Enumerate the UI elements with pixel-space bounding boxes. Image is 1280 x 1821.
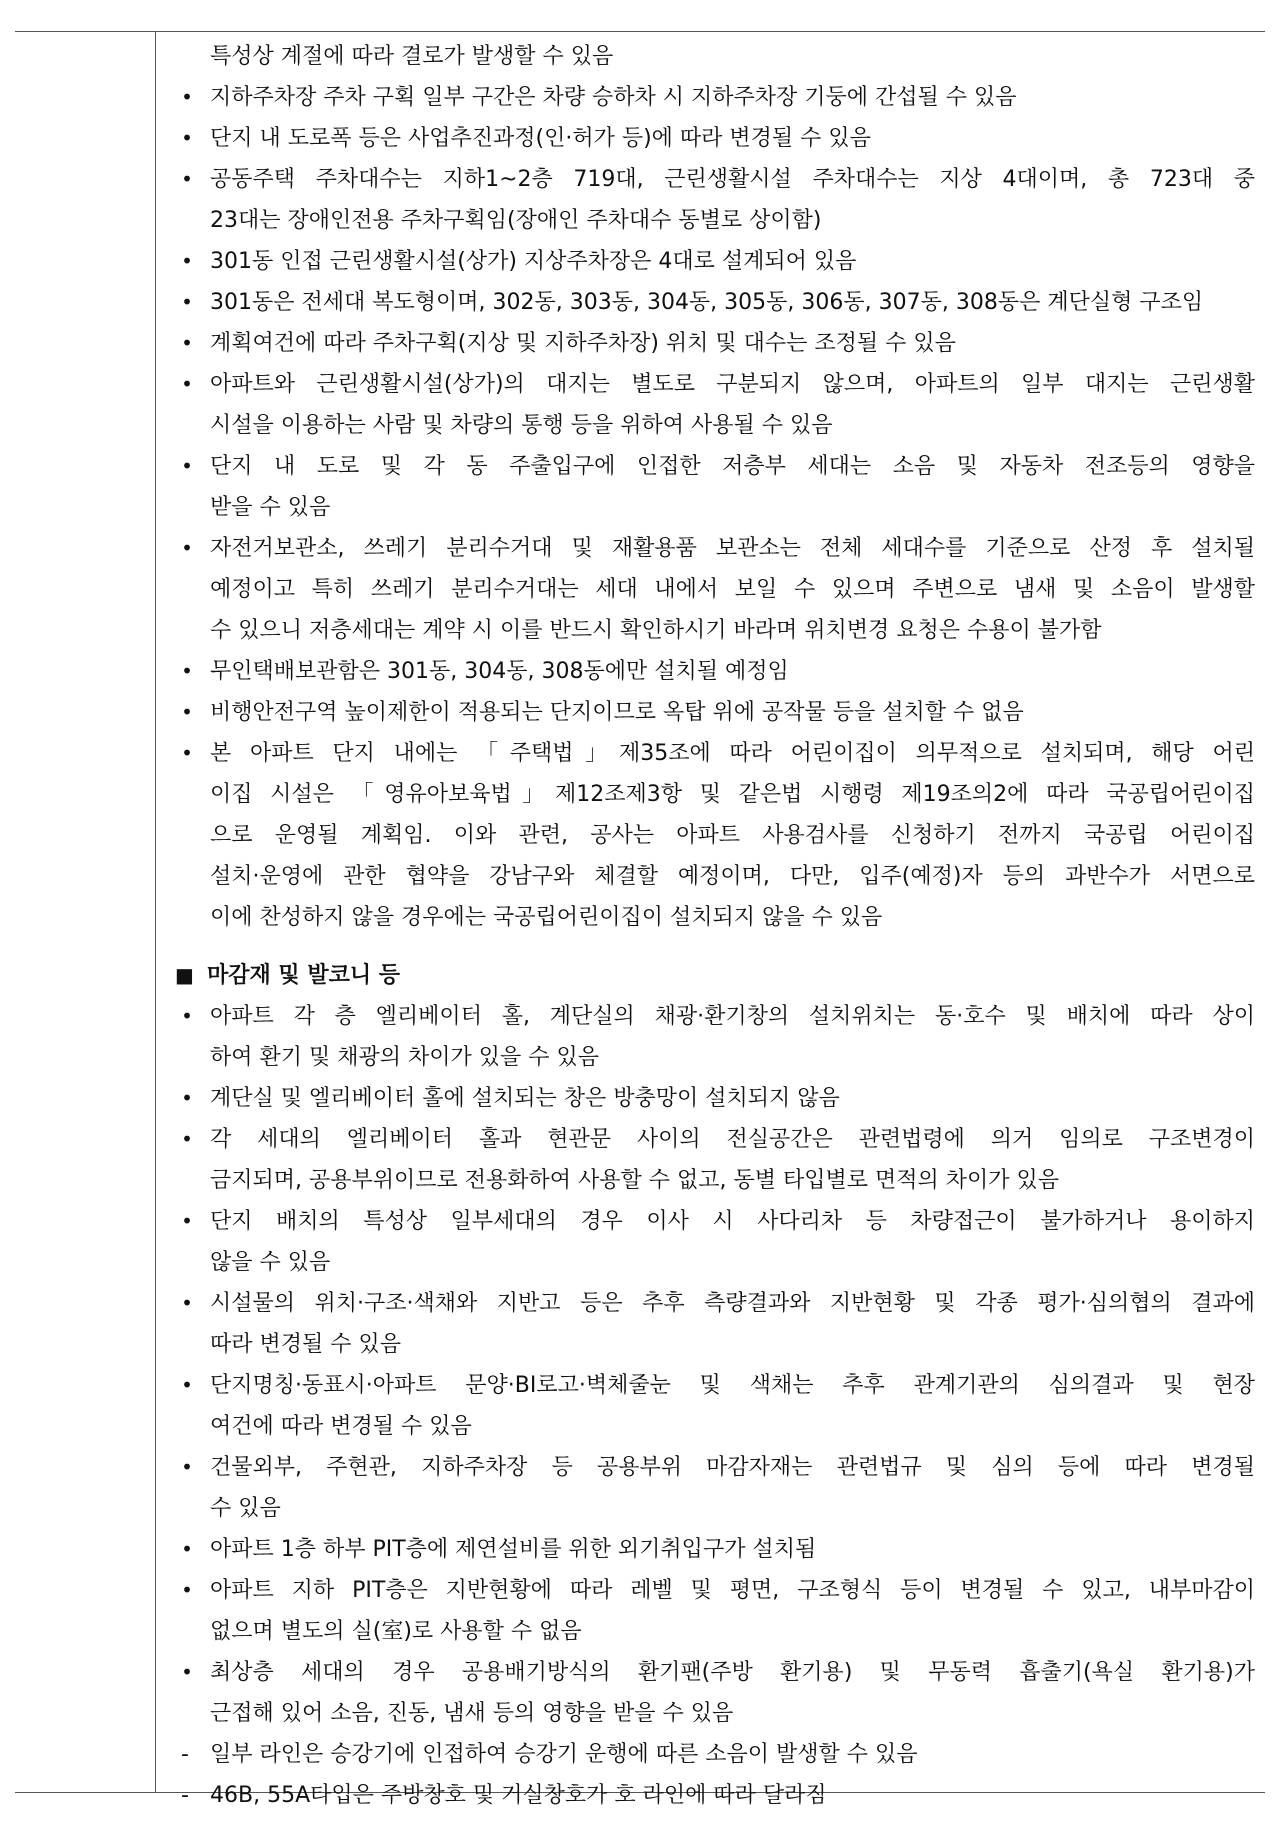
bullet-icon: •	[181, 249, 193, 273]
bullet-icon: •	[181, 536, 193, 560]
bullet-icon: •	[181, 1209, 193, 1233]
notice-line-continued	[167, 1324, 1255, 1365]
notice-text: 예정이고 특히 쓰레기 분리수거대는 세대 내에서 보일 수 있으며 주변으로 냄새 및 소음이 발생할	[210, 577, 1255, 602]
notice-item	[167, 159, 1255, 200]
notice-text: 이집 시설은 「영유아보육법」제12조제3항 및 같은법 시행령 제19조의2에 따라 국공립어린이집	[210, 782, 1255, 807]
notice-text: 않을 수 있음	[210, 1250, 331, 1275]
bullet-icon: •	[181, 741, 193, 765]
notice-line-continued	[167, 200, 1255, 241]
notice-line-continued	[167, 1406, 1255, 1447]
notice-item	[167, 446, 1255, 487]
notice-line-continued	[167, 36, 1255, 77]
bullet-icon: •	[181, 1127, 193, 1151]
notice-text: 없으며 별도의 실(室)로 사용할 수 없음	[210, 1619, 582, 1644]
bullet-icon: •	[181, 126, 193, 150]
notice-text: 지하주차장 주차 구획 일부 구간은 차량 승하차 시 지하주차장 기둥에 간섭될 수 있음	[210, 85, 1017, 110]
notice-item	[167, 1201, 1255, 1242]
notice-text: 공동주택 주차대수는 지하1~2층 719대, 근린생활시설 주차대수는 지상 4대이며, 총 723대 중	[210, 167, 1255, 192]
bullet-icon: •	[181, 372, 193, 396]
bullet-icon: •	[181, 1660, 193, 1684]
notice-line-continued	[167, 1611, 1255, 1652]
notice-line-continued	[167, 487, 1255, 528]
bullet-icon: •	[181, 331, 193, 355]
notice-item	[167, 1734, 1255, 1775]
bullet-icon: •	[181, 1455, 193, 1479]
bullet-icon: •	[181, 1004, 193, 1028]
notice-text: 301동 인접 근린생활시설(상가) 지상주차장은 4대로 설계되어 있음	[210, 249, 857, 274]
notice-text: 금지되며, 공용부위이므로 전용화하여 사용할 수 없고, 동별 타입별로 면적의 차이가 있음	[210, 1168, 1059, 1193]
section-finishes-balcony	[167, 996, 1255, 1816]
notice-item	[167, 528, 1255, 569]
notice-item	[167, 1078, 1255, 1119]
notice-text: 여건에 따라 변경될 수 있음	[210, 1414, 472, 1439]
notice-text: 단지 배치의 특성상 일부세대의 경우 이사 시 사다리차 등 차량접근이 불가하거나 용이하지	[210, 1209, 1255, 1234]
notice-text: 단지명칭·동표시·아파트 문양·BI로고·벽체줄눈 및 색채는 추후 관계기관의 심의결과 및 현장	[210, 1373, 1255, 1398]
notice-text: 각 세대의 엘리베이터 홀과 현관문 사이의 전실공간은 관련법령에 의거 임의로 구조변경이	[210, 1127, 1255, 1152]
notice-item	[167, 1570, 1255, 1611]
notice-line-continued	[167, 815, 1255, 856]
bullet-icon: •	[181, 659, 193, 683]
bullet-icon: •	[181, 700, 193, 724]
notice-text: 계단실 및 엘리베이터 홀에 설치되는 창은 방충망이 설치되지 않음	[210, 1086, 840, 1111]
notice-item	[167, 1365, 1255, 1406]
notice-line-continued	[167, 856, 1255, 897]
notice-text: 아파트와 근린생활시설(상가)의 대지는 별도로 구분되지 않으며, 아파트의 일부 대지는 근린생활	[210, 372, 1255, 397]
notice-content	[167, 36, 1255, 1816]
notice-text: 단지 내 도로 및 각 동 주출입구에 인접한 저층부 세대는 소음 및 자동차 전조등의 영향을	[210, 454, 1255, 479]
notice-line-continued	[167, 897, 1255, 938]
bullet-icon: •	[181, 1373, 193, 1397]
notice-text: 301동은 전세대 복도형이며, 302동, 303동, 304동, 305동, 306동, 307동, 308동은 계단실형 구조임	[210, 290, 1204, 315]
notice-item	[167, 1529, 1255, 1570]
notice-item	[167, 77, 1255, 118]
notice-text: 일부 라인은 승강기에 인접하여 승강기 운행에 따른 소음이 발생할 수 있음	[210, 1742, 918, 1767]
notice-text: 아파트 각 층 엘리베이터 홀, 계단실의 채광·환기창의 설치위치는 동·호수 및 배치에 따라 상이	[210, 1004, 1255, 1029]
notice-item	[167, 651, 1255, 692]
notice-text: 단지 내 도로폭 등은 사업추진과정(인·허가 등)에 따라 변경될 수 있음	[210, 126, 871, 151]
notice-item	[167, 1775, 1255, 1816]
notice-text: 무인택배보관함은 301동, 304동, 308동에만 설치될 예정임	[210, 659, 789, 684]
notice-text: 23대는 장애인전용 주차구획임(장애인 주차대수 동별로 상이함)	[210, 208, 822, 233]
notice-text: 최상층 세대의 경우 공용배기방식의 환기팬(주방 환기용) 및 무동력 흡출기(욕실 환기용)가	[210, 1660, 1255, 1685]
notice-text: 아파트 지하 PIT층은 지반현황에 따라 레벨 및 평면, 구조형식 등이 변경될 수 있고, 내부마감이	[210, 1578, 1255, 1603]
notice-text: 시설을 이용하는 사람 및 차량의 통행 등을 위하여 사용될 수 있음	[210, 413, 833, 438]
notice-line-continued	[167, 1160, 1255, 1201]
notice-line-continued	[167, 569, 1255, 610]
notice-line-continued	[167, 774, 1255, 815]
notice-item	[167, 692, 1255, 733]
section-heading	[167, 955, 1255, 996]
notice-text: 자전거보관소, 쓰레기 분리수거대 및 재활용품 보관소는 전체 세대수를 기준으로 산정 후 설치될	[210, 536, 1255, 561]
notice-item	[167, 282, 1255, 323]
bullet-icon: •	[181, 454, 193, 478]
notice-text: 받을 수 있음	[210, 495, 331, 520]
bullet-icon: •	[181, 1578, 193, 1602]
notice-text: 근접해 있어 소음, 진동, 냄새 등의 영향을 받을 수 있음	[210, 1701, 734, 1726]
notice-item	[167, 1447, 1255, 1488]
bullet-icon: •	[181, 290, 193, 314]
notice-text: 수 있음	[210, 1496, 281, 1521]
dash-icon: -	[181, 1783, 189, 1808]
bullet-icon: •	[181, 85, 193, 109]
bullet-icon: •	[181, 1291, 193, 1315]
dash-icon: -	[181, 1742, 189, 1767]
notice-line-continued	[167, 1693, 1255, 1734]
column-divider	[155, 32, 156, 1792]
notice-item	[167, 996, 1255, 1037]
notice-item	[167, 118, 1255, 159]
notice-text: 으로 운영될 계획임. 이와 관련, 공사는 아파트 사용검사를 신청하기 전까지 국공립 어린이집	[210, 823, 1255, 848]
notice-text: 따라 변경될 수 있음	[210, 1332, 401, 1357]
section-parking-facilities	[167, 36, 1255, 938]
notice-item	[167, 733, 1255, 774]
square-bullet-icon: ■	[175, 963, 194, 987]
notice-text: 아파트 1층 하부 PIT층에 제연설비를 위한 외기취입구가 설치됨	[210, 1537, 817, 1562]
notice-item	[167, 364, 1255, 405]
notice-text: 비행안전구역 높이제한이 적용되는 단지이므로 옥탑 위에 공작물 등을 설치할 수 없음	[210, 700, 1024, 725]
notice-text: 설치·운영에 관한 협약을 강남구와 체결할 예정이며, 다만, 입주(예정)자 등의 과반수가 서면으로	[210, 864, 1255, 889]
notice-text: 수 있으니 저층세대는 계약 시 이를 반드시 확인하시기 바라며 위치변경 요청은 수용이 불가함	[210, 618, 1102, 643]
notice-line-continued	[167, 610, 1255, 651]
notice-text: 본 아파트 단지 내에는 「주택법」제35조에 따라 어린이집이 의무적으로 설치되며, 해당 어린	[210, 741, 1255, 766]
notice-item	[167, 323, 1255, 364]
notice-line-continued	[167, 1037, 1255, 1078]
bullet-icon: •	[181, 167, 193, 191]
bullet-icon: •	[181, 1086, 193, 1110]
notice-line-continued	[167, 1488, 1255, 1529]
notice-text: 46B, 55A타입은 주방창호 및 거실창호가 호 라인에 따라 달라짐	[210, 1783, 827, 1808]
notice-text: 하여 환기 및 채광의 차이가 있을 수 있음	[210, 1045, 599, 1070]
section-heading-text: 마감재 및 발코니 등	[207, 963, 400, 988]
notice-line-continued	[167, 405, 1255, 446]
document-frame	[15, 31, 1265, 1808]
bullet-icon: •	[181, 1537, 193, 1561]
notice-item	[167, 241, 1255, 282]
notice-text: 이에 찬성하지 않을 경우에는 국공립어린이집이 설치되지 않을 수 있음	[210, 905, 883, 930]
notice-text: 특성상 계절에 따라 결로가 발생할 수 있음	[210, 44, 614, 69]
notice-line-continued	[167, 1242, 1255, 1283]
notice-item	[167, 1652, 1255, 1693]
notice-text: 계획여건에 따라 주차구획(지상 및 지하주차장) 위치 및 대수는 조정될 수 있음	[210, 331, 956, 356]
notice-item	[167, 1119, 1255, 1160]
notice-text: 시설물의 위치·구조·색채와 지반고 등은 추후 측량결과와 지반현황 및 각종 평가·심의협의 결과에	[210, 1291, 1255, 1316]
notice-item	[167, 1283, 1255, 1324]
notice-text: 건물외부, 주현관, 지하주차장 등 공용부위 마감자재는 관련법규 및 심의 등에 따라 변경될	[210, 1455, 1255, 1480]
